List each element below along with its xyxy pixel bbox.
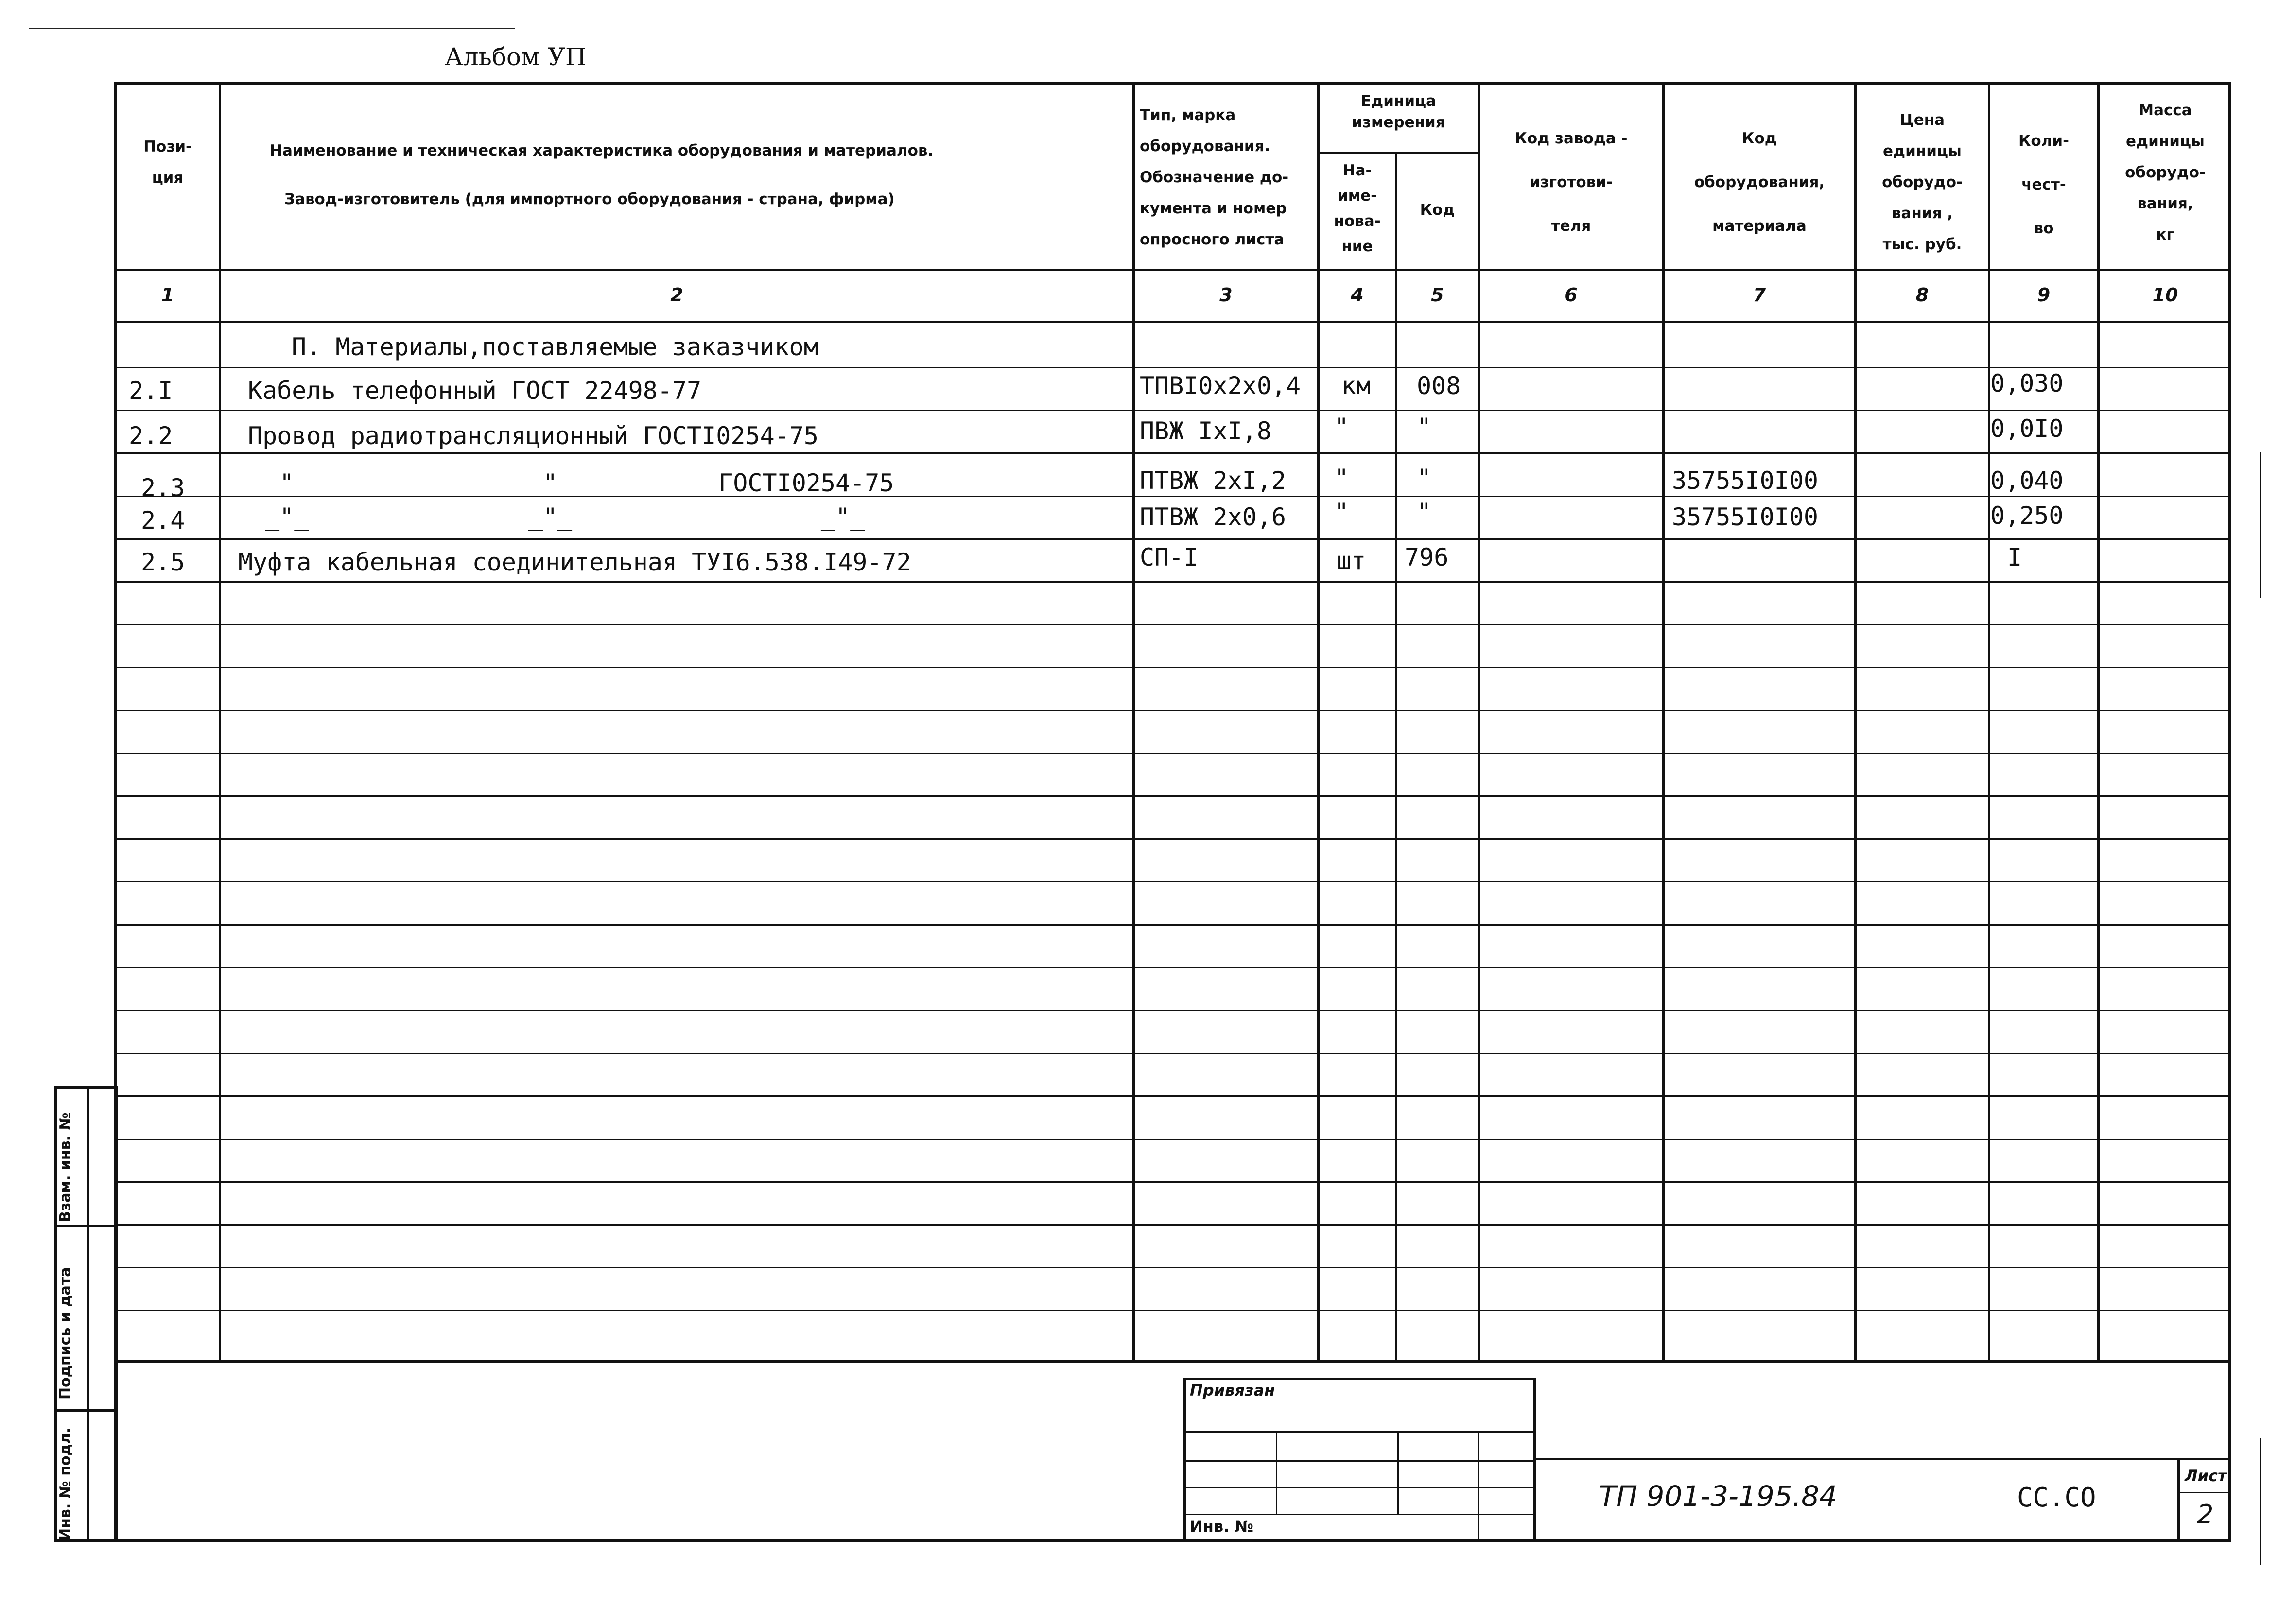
stamp-line-4: [1183, 1514, 1536, 1515]
stamp-vline-1: [1276, 1431, 1277, 1514]
sheet-box-divider: [2177, 1492, 2231, 1493]
edge-mark-1: [2260, 452, 2261, 598]
header-equipment-code: Код оборудования, материала: [1694, 130, 1825, 235]
row-2-quantity: 0,0I0: [1990, 415, 2064, 443]
document-code: СС.СО: [2017, 1482, 2096, 1513]
header-mass: Масса единицы оборудо- вания, кг: [2125, 102, 2206, 243]
title-block-top-line: [1536, 1458, 2231, 1460]
row-line: [114, 367, 2231, 368]
unit-group-line: [1317, 152, 1480, 154]
row-4-material-code: 35755I0I00: [1672, 503, 1819, 531]
album-title: Альбом УП: [445, 43, 587, 71]
edge-mark-2: [2260, 1438, 2261, 1565]
row-line: [114, 538, 2231, 540]
row-line: [114, 1267, 2231, 1268]
header-position: Пози- ция: [143, 138, 192, 187]
colnum-4: 4: [1351, 284, 1364, 306]
row-1-position: 2.I: [129, 377, 173, 405]
col-line-4: [1395, 153, 1397, 1361]
row-line: [114, 1181, 2231, 1183]
stamp-inv-no: Инв. №: [1190, 1517, 1253, 1536]
colnum-8: 8: [1915, 284, 1929, 306]
colnum-7: 7: [1753, 284, 1766, 306]
col-line-1: [219, 82, 221, 1361]
side-box-signature-date: [54, 1225, 118, 1412]
col-line-6: [1662, 82, 1665, 1361]
row-2-type: ПВЖ IxI,8: [1140, 417, 1271, 445]
row-1-type: ТПВI0x2x0,4: [1140, 372, 1301, 400]
col-line-8: [1988, 82, 1990, 1361]
colnum-9: 9: [2037, 284, 2051, 306]
side-label-replace-inv: Взам. инв. №: [57, 1112, 74, 1222]
section-title: П. Материалы,поставляемые заказчиком: [292, 333, 818, 361]
side-label-signature-date: Подпись и дата: [57, 1267, 74, 1400]
row-line: [114, 1095, 2231, 1097]
stamp-line-1: [1183, 1431, 1536, 1433]
colnum-2: 2: [670, 284, 683, 306]
col-line-2: [1132, 82, 1135, 1361]
row-3-type: ПТВЖ 2xI,2: [1140, 467, 1287, 495]
row-1-name: Кабель телефонный ГОСТ 22498-77: [248, 377, 702, 405]
row-line: [114, 924, 2231, 926]
header-bottom-line: [114, 269, 2231, 271]
table-bottom-line: [114, 1360, 2231, 1363]
row-line: [114, 581, 2231, 583]
row-5-unit: шт: [1337, 547, 1366, 575]
row-4-name: _"_ _"_ _"_: [265, 503, 865, 531]
row-3-unit-code: ": [1417, 464, 1432, 492]
header-unit-name: На- име- нова- ние: [1334, 162, 1381, 255]
row-5-name: Муфта кабельная соединительная ТУI6.538.I49-72: [238, 548, 911, 576]
row-3-name: _"_ _"_ ГОСТI0254-75: [265, 469, 894, 497]
side-box-replace-inv: [54, 1086, 118, 1227]
row-4-unit: ": [1334, 498, 1349, 526]
row-5-type: СП-I: [1140, 543, 1199, 571]
row-line: [114, 1224, 2231, 1226]
row-1-quantity: 0,030: [1990, 369, 2064, 397]
row-2-position: 2.2: [129, 422, 173, 450]
row-line: [114, 1139, 2231, 1140]
header-plant-code: Код завода - изготови- теля: [1514, 130, 1628, 235]
header-name: Наименование и техническая характеристика оборудования и материалов. Завод-изготовитель (для импортного оборудования - страна, фирма): [270, 142, 934, 208]
side-box-original-inv: [54, 1409, 118, 1542]
row-3-quantity: 0,040: [1990, 467, 2064, 495]
colnum-5: 5: [1431, 284, 1444, 306]
row-1-unit-code: 008: [1417, 372, 1461, 400]
row-line: [114, 710, 2231, 711]
row-4-type: ПТВЖ 2x0,6: [1140, 503, 1287, 531]
header-price: Цена единицы оборудо- вания , тыс. руб.: [1882, 111, 1963, 253]
row-line: [114, 881, 2231, 882]
row-line: [114, 1053, 2231, 1054]
col-line-3: [1317, 82, 1320, 1361]
row-5-position: 2.5: [141, 548, 185, 576]
row-4-position: 2.4: [141, 506, 185, 535]
row-line: [114, 1010, 2231, 1011]
row-line: [114, 452, 2231, 454]
header-type: Тип, марка оборудования. Обозначение до- кумента и номер опросного листа: [1140, 106, 1289, 248]
number-row-line: [114, 321, 2231, 323]
header-unit-group: Единица измерения: [1352, 92, 1445, 131]
row-3-unit: ": [1334, 464, 1349, 492]
row-line: [114, 624, 2231, 625]
top-rule: [29, 28, 515, 29]
row-line: [114, 967, 2231, 968]
row-line: [114, 667, 2231, 668]
col-line-7: [1854, 82, 1857, 1361]
sheet-label: Лист: [2185, 1467, 2227, 1485]
row-5-unit-code: 796: [1405, 543, 1449, 571]
row-line: [114, 838, 2231, 840]
colnum-6: 6: [1565, 284, 1578, 306]
row-5-quantity: I: [2007, 543, 2022, 571]
row-line: [114, 410, 2231, 411]
header-quantity: Коли- чест- во: [2018, 132, 2069, 237]
side-inner-line: [87, 1086, 89, 1542]
col-line-5: [1478, 82, 1480, 1361]
stamp-privyazan: Привязан: [1190, 1381, 1275, 1400]
row-line: [114, 753, 2231, 754]
stamp-line-2: [1183, 1460, 1536, 1462]
row-line: [114, 795, 2231, 797]
row-line: [114, 1310, 2231, 1311]
row-3-position: 2.3: [141, 474, 185, 502]
colnum-3: 3: [1219, 284, 1233, 306]
side-label-original-inv: Инв. № подл.: [57, 1427, 74, 1540]
sheet-number: 2: [2197, 1499, 2214, 1530]
stamp-line-3: [1183, 1487, 1536, 1488]
row-1-unit: км: [1341, 372, 1371, 400]
row-4-quantity: 0,250: [1990, 501, 2064, 530]
document-number: ТП 901-3-195.84: [1599, 1480, 1837, 1513]
row-4-unit-code: ": [1417, 498, 1432, 526]
stamp-vline-3: [1478, 1431, 1479, 1542]
stamp-vline-2: [1397, 1431, 1399, 1514]
row-2-name: Провод радиотрансляционный ГОСТI0254-75: [248, 422, 818, 450]
header-unit-code: Код: [1420, 201, 1455, 219]
row-2-unit: ": [1334, 413, 1349, 441]
colnum-10: 10: [2152, 284, 2178, 306]
row-3-material-code: 35755I0I00: [1672, 467, 1819, 495]
row-2-unit-code: ": [1417, 413, 1432, 441]
col-line-9: [2097, 82, 2100, 1361]
colnum-1: 1: [161, 284, 174, 306]
